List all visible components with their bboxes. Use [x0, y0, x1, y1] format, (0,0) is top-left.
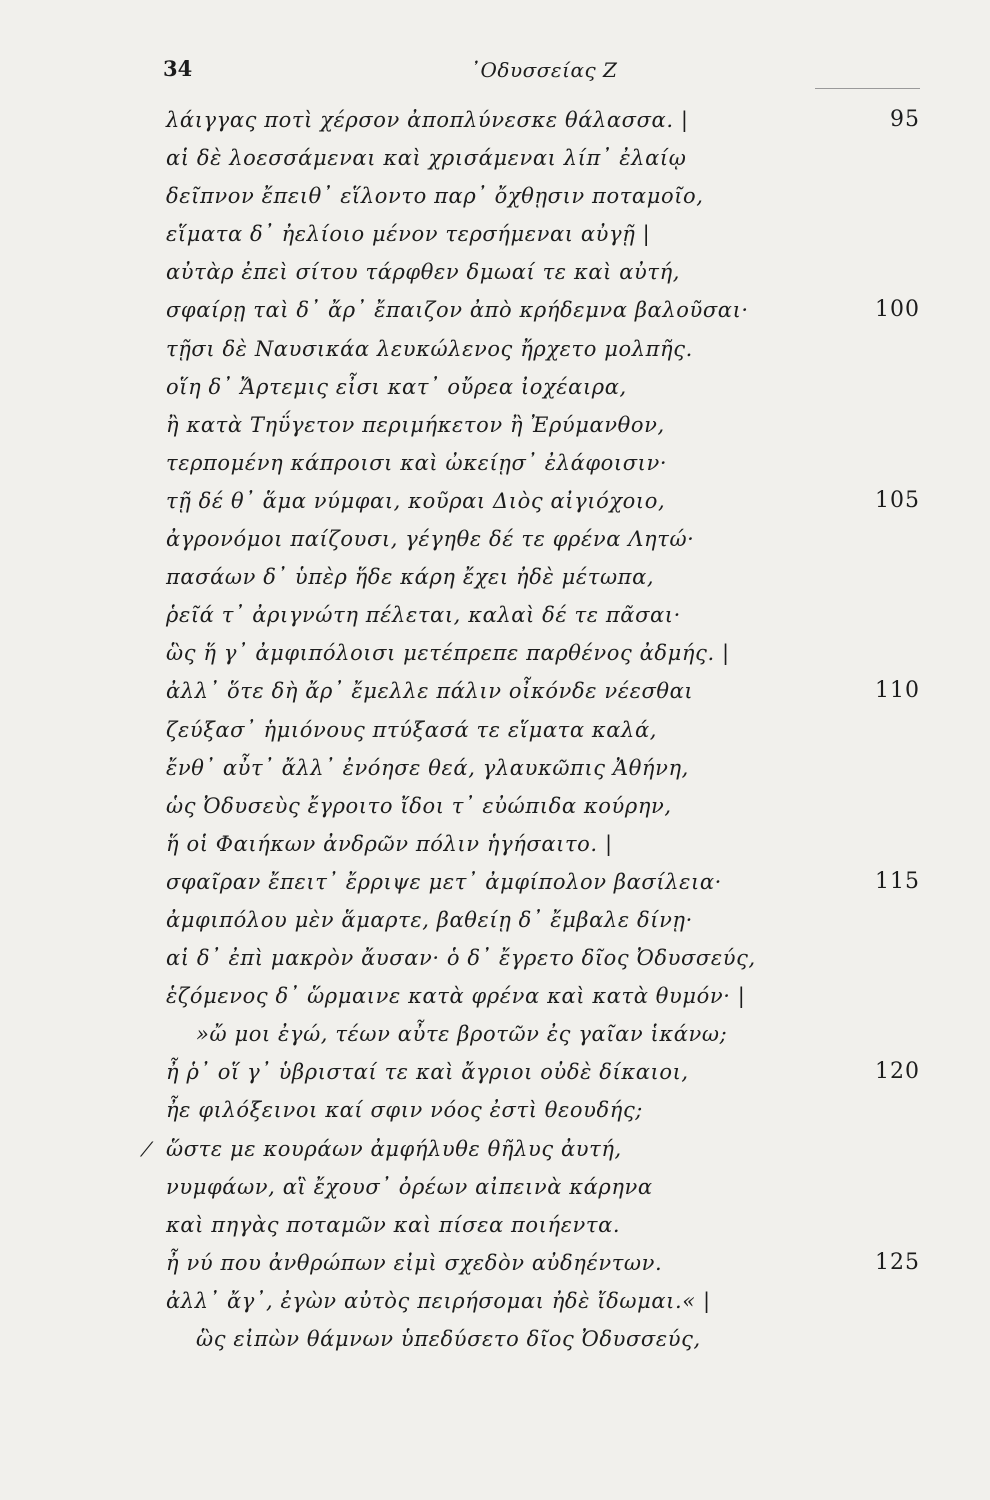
verse-text: ὡς Ὀδυσεὺς ἔγροιτο ἴδοι τ᾿ εὐώπιδα κούρην, — [166, 793, 672, 818]
verse-text: καὶ πηγὰς ποταμῶν καὶ πίσεα ποιήεντα. — [166, 1212, 621, 1237]
verse-text: τῇ δέ θ᾿ ἅμα νύμφαι, κοῦραι Διὸς αἰγιόχοιο, — [166, 488, 666, 513]
verse-line — [0, 749, 990, 787]
line-number: 125 — [875, 1249, 920, 1275]
verse-text: ἦε φιλόξεινοι καί σφιν νόος ἐστὶ θεουδής; — [166, 1098, 643, 1123]
verse-line — [0, 482, 990, 520]
line-number: 115 — [875, 868, 920, 894]
verse-text: σφαίρῃ ταὶ δ᾿ ἄρ᾿ ἔπαιζον ἀπὸ κρήδεμνα βαλοῦσαι· — [166, 298, 749, 323]
verse-text: ἔνθ᾿ αὖτ᾿ ἄλλ᾿ ἐνόησε θεά, γλαυκῶπις Ἀθήνη, — [166, 755, 689, 780]
verse-line — [0, 1282, 990, 1320]
verse-text: λάιγγας ποτὶ χέρσον ἀποπλύνεσκε θάλασσα. | — [166, 108, 689, 132]
verse-text: αἱ δ᾿ ἐπὶ μακρὸν ἄυσαν· ὁ δ᾿ ἔγρετο δῖος Ὀδυσσεύς, — [166, 946, 756, 971]
margin-mark: ⁄ — [145, 1136, 149, 1161]
verse-text: νυμφάων, αἳ ἔχουσ᾿ ὀρέων αἰπεινὰ κάρηνα — [166, 1174, 653, 1199]
verse-line — [0, 368, 990, 406]
verse-line — [0, 177, 990, 215]
verse-line — [0, 825, 990, 863]
verse-line — [0, 863, 990, 901]
verse-line — [0, 253, 990, 291]
verse-text: ἀμφιπόλου μὲν ἅμαρτε, βαθείῃ δ᾿ ἔμβαλε δίνῃ· — [166, 907, 693, 932]
verse-line — [0, 558, 990, 596]
verse-text: ὥστε με κουράων ἀμφήλυθε θῆλυς ἀυτή, — [166, 1136, 622, 1161]
verse-line — [0, 939, 990, 977]
verse-line — [0, 596, 990, 634]
verse-line — [0, 215, 990, 253]
verse-line — [0, 977, 990, 1015]
verse-text: ῥεῖά τ᾿ ἀριγνώτη πέλεται, καλαὶ δέ τε πᾶσαι· — [166, 603, 681, 628]
verse-line — [0, 444, 990, 482]
verse-text: ἢ κατὰ Τηΰγετον περιμήκετον ἢ Ἐρύμανθον, — [166, 412, 665, 437]
verse-text: δεῖπνον ἔπειθ᾿ εἵλοντο παρ᾿ ὄχθῃσιν ποταμοῖο, — [166, 184, 704, 209]
verse-line — [0, 291, 990, 329]
line-number: 105 — [875, 487, 920, 513]
running-title: ᾿Οδυσσείας Ζ — [470, 58, 618, 82]
verse-text: ἦ νύ που ἀνθρώπων εἰμὶ σχεδὸν αὐδηέντων. — [166, 1250, 663, 1275]
verse-text: αὐτὰρ ἐπεὶ σίτου τάρφθεν δμωαί τε καὶ αὐτή, — [166, 260, 681, 285]
line-number: 100 — [875, 297, 920, 323]
line-number: 120 — [875, 1059, 920, 1085]
verse-block — [0, 101, 990, 1358]
verse-text: ὣς εἰπὼν θάμνων ὑπεδύσετο δῖος Ὀδυσσεύς, — [196, 1327, 701, 1351]
verse-text: ἦ ῥ᾿ οἵ γ᾿ ὑβρισταί τε καὶ ἄγριοι οὐδὲ δίκαιοι, — [166, 1060, 689, 1085]
verse-text: τῇσι δὲ Ναυσικάα λευκώλενος ἤρχετο μολπῆς. — [166, 336, 693, 361]
verse-line — [0, 101, 990, 139]
verse-line — [0, 330, 990, 368]
line-number: 110 — [875, 678, 920, 704]
verse-text: σφαῖραν ἔπειτ᾿ ἔρριψε μετ᾿ ἀμφίπολον βασίλεια· — [166, 869, 722, 894]
line-number: 95 — [890, 107, 920, 132]
verse-line — [0, 1320, 990, 1358]
verse-text: ἑζόμενος δ᾿ ὥρμαινε κατὰ φρένα καὶ κατὰ θυμόν· | — [166, 984, 746, 1009]
verse-line — [0, 634, 990, 672]
verse-line — [0, 1015, 990, 1053]
verse-line — [0, 1244, 990, 1282]
verse-text: τερπομένη κάπροισι καὶ ὠκείῃσ᾿ ἐλάφοισιν· — [166, 450, 668, 475]
verse-text: εἵματα δ᾿ ἠελίοιο μένον τερσήμεναι αὐγῇ | — [166, 222, 651, 247]
page-number: 34 — [163, 56, 193, 81]
verse-line — [0, 139, 990, 177]
verse-line — [0, 1091, 990, 1129]
verse-line — [0, 520, 990, 558]
verse-line — [0, 1053, 990, 1091]
verse-text: ἀλλ᾿ ὅτε δὴ ἄρ᾿ ἔμελλε πάλιν οἶκόνδε νέεσθαι — [166, 679, 694, 704]
verse-line — [0, 1206, 990, 1244]
verse-line — [0, 1168, 990, 1206]
verse-line — [0, 406, 990, 444]
verse-line — [0, 1130, 990, 1168]
verse-line — [0, 901, 990, 939]
verse-text: »ὤ μοι ἐγώ, τέων αὖτε βροτῶν ἐς γαῖαν ἱκάνω; — [196, 1022, 728, 1047]
verse-line — [0, 787, 990, 825]
verse-text: ἀγρονόμοι παίζουσι, γέγηθε δέ τε φρένα Λητώ· — [166, 527, 695, 552]
verse-text: οἵη δ᾿ Ἄρτεμις εἶσι κατ᾿ οὔρεα ἰοχέαιρα, — [166, 374, 627, 399]
header-rule — [815, 88, 920, 89]
verse-text: ὣς ἥ γ᾿ ἀμφιπόλοισι μετέπρεπε παρθένος ἀδμής. | — [166, 641, 730, 666]
verse-text: ἥ οἱ Φαιήκων ἀνδρῶν πόλιν ἡγήσαιτο. | — [166, 831, 613, 856]
verse-line — [0, 711, 990, 749]
verse-text: αἱ δὲ λοεσσάμεναι καὶ χρισάμεναι λίπ᾿ ἐλαίῳ — [166, 146, 687, 171]
verse-text: πασάων δ᾿ ὑπὲρ ἥδε κάρη ἔχει ἠδὲ μέτωπα, — [166, 565, 655, 590]
verse-text: ἀλλ᾿ ἄγ᾿, ἐγὼν αὐτὸς πειρήσομαι ἠδὲ ἴδωμαι.« | — [166, 1288, 711, 1313]
verse-text: ζεύξασ᾿ ἡμιόνους πτύξασά τε εἵματα καλά, — [166, 717, 658, 742]
verse-line — [0, 672, 990, 710]
